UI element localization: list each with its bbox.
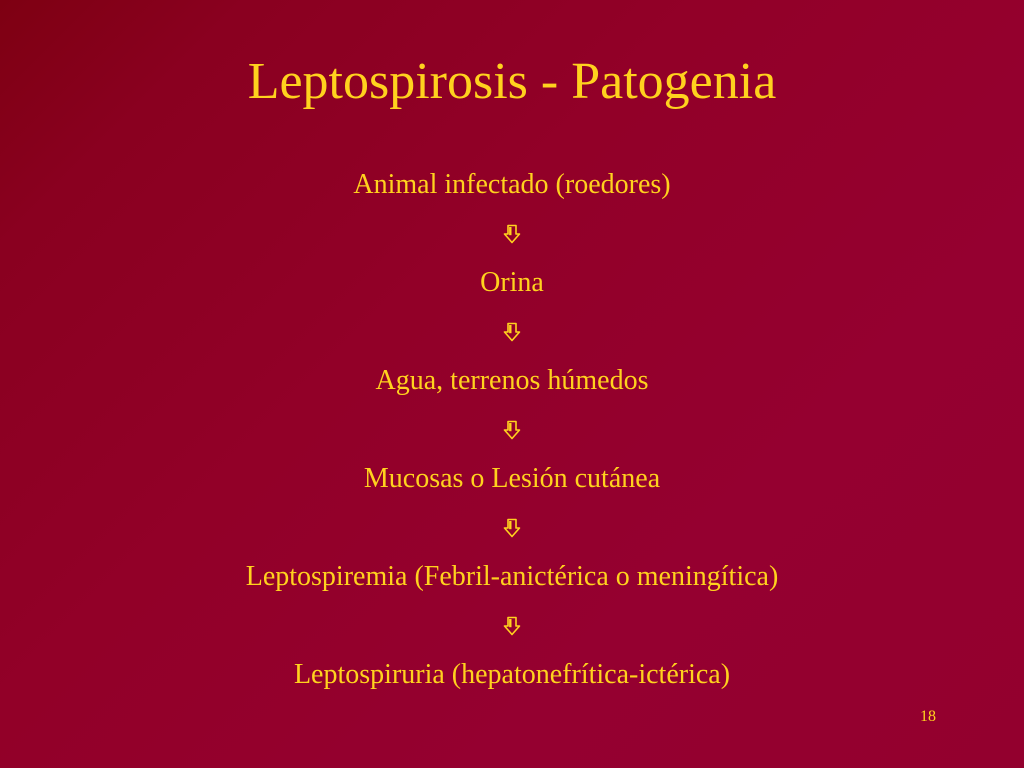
flow-arrow (0, 307, 1024, 356)
flow-arrow (0, 405, 1024, 454)
flow-step-orina: Orina (480, 267, 544, 298)
down-arrow-icon (503, 420, 521, 440)
flow-step-leptospiremia: Leptospiremia (Febril-anictérica o meningítica) (245, 561, 779, 592)
down-arrow-icon (503, 616, 521, 636)
flow-step-leptospiruria: Leptospiruria (hepatonefrítica-ictérica) (293, 659, 731, 690)
flow-step-animal: Animal infectado (roedores) (353, 169, 671, 200)
flow-step-mucosas: Mucosas o Lesión cutánea (363, 463, 661, 494)
slide-title: Leptospirosis - Patogenia (247, 53, 777, 110)
flow-arrow (0, 601, 1024, 650)
flow-step-agua: Agua, terrenos húmedos (375, 365, 649, 396)
down-arrow-icon (503, 224, 521, 244)
flow-arrow (0, 209, 1024, 258)
slide-number: 18 (920, 708, 936, 725)
flow-arrow (0, 503, 1024, 552)
down-arrow-icon (503, 518, 521, 538)
pathogenesis-flow (0, 160, 1024, 699)
down-arrow-icon (503, 322, 521, 342)
